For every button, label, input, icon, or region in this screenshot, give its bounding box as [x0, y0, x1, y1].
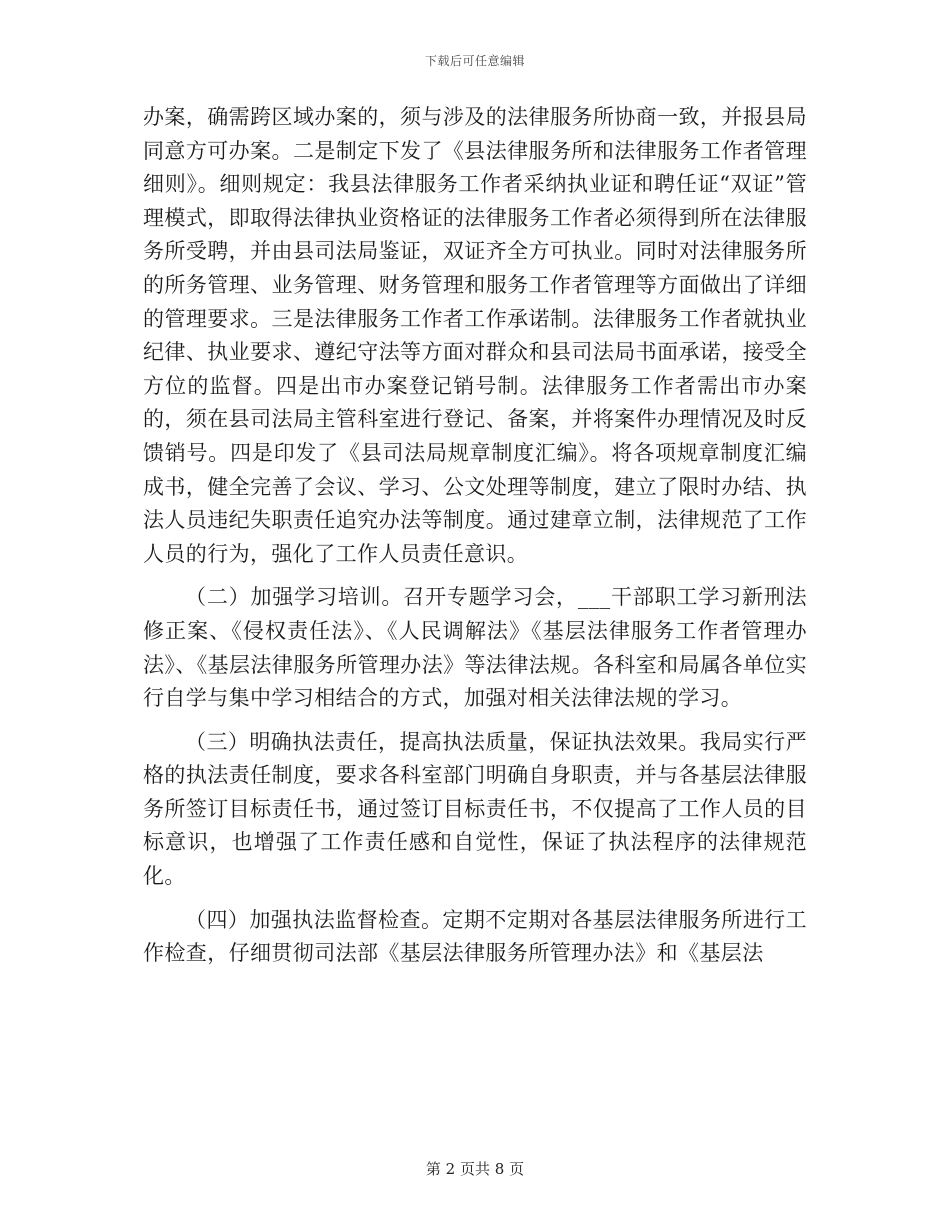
page-header: 下载后可任意编辑 [424, 54, 525, 68]
paragraph-1: 办案，确需跨区域办案的，须与涉及的法律服务所协商一致，并报县局同意方可办案。二是制定下发了《县法律服务所和法律服务工作者管理细则》。细则规定：我县法律服务工作者采纳执业证和聘任证“双证”管理模式，即取得法律执业资格证的法律服务工作者必须得到所在法律服务所受聘，并由县司法局鉴证，双证齐全方可执业。同时对法律服务所的所务管理、业务管理、财务管理和服务工作者管理等方面做出了详细的管理要求。三是法律服务工作者工作承诺制。法律服务工作者就执业纪律、执业要求、遵纪守法等方面对群众和县司法局书面承诺，接受全方位的监督。四是出市办案登记销号制。法律服务工作者需出市办案的，须在县司法局主管科室进行登记、备案，并将案件办理情况及时反馈销号。四是印发了《县司法局规章制度汇编》。将各项规章制度汇编成书，健全完善了会议、学习、公文处理等制度，建立了限时办结、执法人员违纪失职责任追究办法等制度。通过建章立制，法律规范了工作人员的行为，强化了工作人员责任意识。 [143, 105, 807, 566]
paragraph-4: （四）加强执法监督检查。定期不定期对各基层法律服务所进行工作检查，仔细贯彻司法部《基层法律服务所管理办法》和《基层法 [143, 907, 807, 966]
page-number: 第 2 页共 8 页 [425, 1160, 525, 1178]
paragraph-2: （二）加强学习培训。召开专题学习会，___干部职工学习新刑法修正案、《侵权责任法》、《人民调解法》《基层法律服务工作者管理办法》、《基层法律服务所管理办法》等法律法规。各科室和局属各单位实行自学与集中学习相结合的方式，加强对相关法律法规的学习。 [143, 585, 807, 711]
paragraph-3: （三）明确执法责任，提高执法质量，保证执法效果。我局实行严格的执法责任制度，要求各科室部门明确自身职责，并与各基层法律服务所签订目标责任书，通过签订目标责任书，不仅提高了工作人员的目标意识，也增强了工作责任感和自觉性，保证了执法程序的法律规范化。 [143, 729, 807, 889]
document-body [143, 101, 807, 981]
